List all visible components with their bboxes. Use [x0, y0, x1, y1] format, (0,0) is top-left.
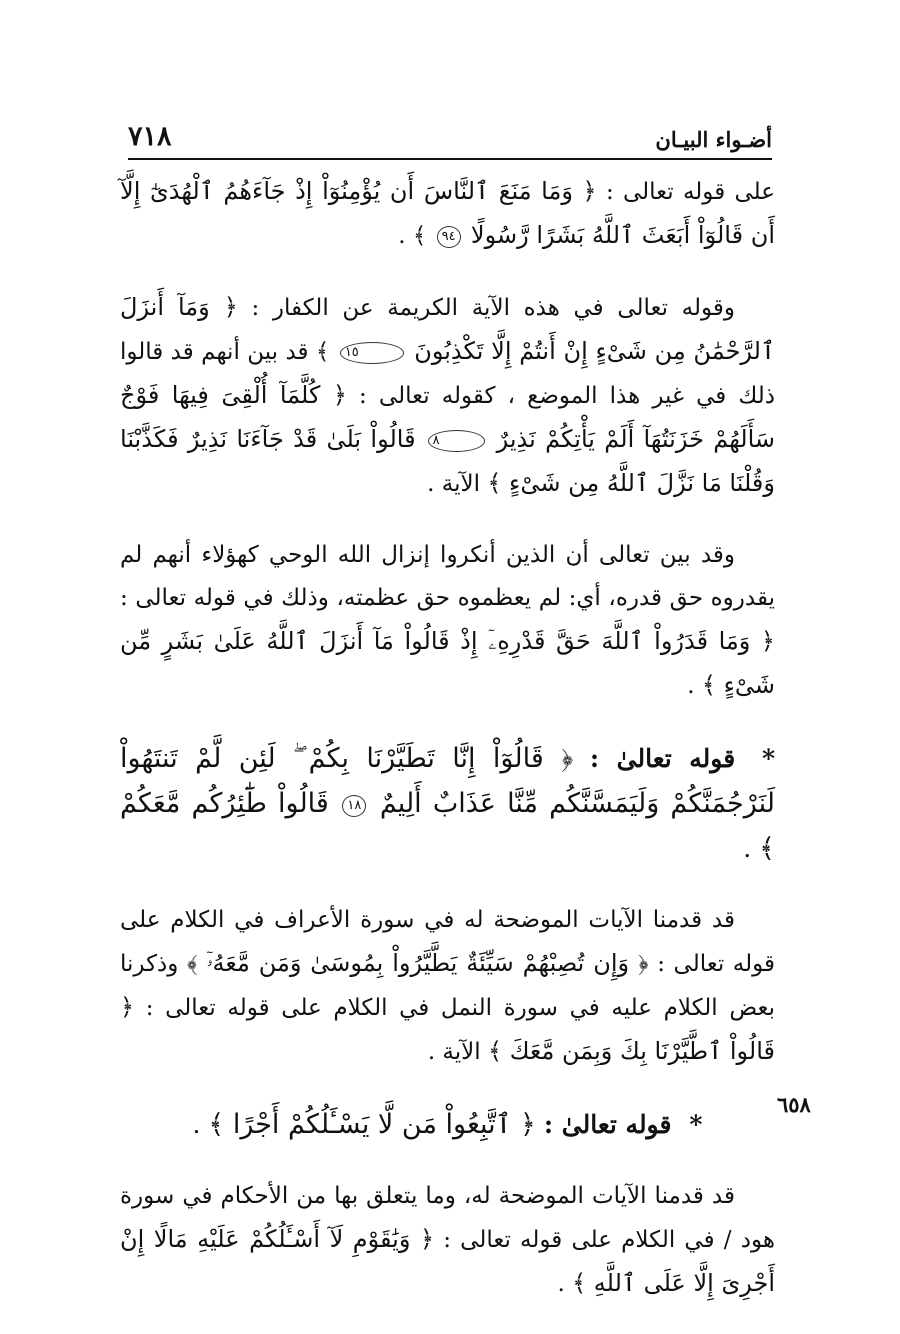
paragraph-4 — [120, 899, 775, 1074]
verse-number-marker: ٨ — [428, 430, 485, 452]
paragraph-1 — [120, 170, 775, 258]
heading-star: * — [761, 744, 776, 773]
quran-verse: ﴿ وَمَآ أَنزَلَ ٱلرَّحْمَٰنُ مِن شَىْءٍ إِنْ أَنتُمْ إِلَّا تَكْذِبُونَ — [120, 293, 776, 365]
verse-close: . — [192, 1110, 201, 1139]
quran-verse: ﴿ كُلَّمَآ أُلْقِىَ فِيهَا فَوْجٌ سَأَلَهُمْ خَزَنَتُهَآ أَلَمْ يَأْتِكُمْ نَذِيرٌ — [120, 381, 776, 453]
running-title: أضـواء البيـان — [655, 127, 772, 152]
paragraph-2 — [120, 286, 775, 506]
quran-verse: ﴿ وَمَا مَنَعَ ٱلنَّاسَ أَن يُؤْمِنُوٓاْ إِذْ جَآءَهُمُ ٱلْهُدَىٰٓ إِلَّآ أَن قَالُوٓاْ أَبَعَثَ ٱللَّهُ بَشَرًا رَّسُولًا — [120, 177, 775, 249]
heading-label: قوله تعالىٰ : — [543, 1110, 672, 1139]
verse-close: . — [557, 1271, 565, 1297]
paragraph-text: وذكرنا بعض الكلام عليه في سورة النمل في الكلام على قوله تعالى : — [120, 951, 775, 1021]
paragraph-text: وقد بين تعالى أن الذين أنكروا إنزال الله الوحي كهؤلاء أنهم لم يقدروه حق قدره، أي: لم يعظموه حق عظمته، وذلك في قوله تعالى : — [120, 542, 775, 611]
quran-verse: ﴿ قَالُوٓاْ إِنَّا تَطَيَّرْنَا بِكُمْ ۖ لَئِن لَّمْ تَنتَهُواْ لَنَرْجُمَنَّكُمْ وَلَيَمَسَّنَّكُم مِّنَّا عَذَابٌ أَلِيمٌ — [120, 743, 776, 819]
quran-verse: ﴿ ٱتَّبِعُواْ مَن لَّا يَسْـَٔلُكُمْ أَجْرًا ﴾ — [208, 1109, 536, 1140]
paragraph-5 — [120, 1175, 775, 1306]
paragraph-text: الآية . — [427, 1039, 481, 1065]
paragraph-text: قد قدمنا الآيات الموضحة له، وما يتعلق بها من الأحكام في سورة هود / في الكلام على قوله تعالى : — [120, 1183, 775, 1253]
page-body — [120, 170, 775, 1334]
section-heading-1 — [120, 736, 775, 871]
quran-verse: ﴿ وَيَٰقَوْمِ لَآ أَسْـَٔلُكُمْ عَلَيْهِ مَالًا إِنْ أَجْرِىَ إِلَّا عَلَى ٱللَّهِ ﴾ — [120, 1225, 775, 1297]
paragraph-text: قد قدمنا الآيات الموضحة له في سورة الأعراف في الكلام على قوله تعالى : — [120, 907, 776, 977]
heading-star: * — [689, 1110, 703, 1139]
paragraph-text: الآية . — [427, 471, 481, 497]
page-header — [128, 112, 772, 160]
paragraph-text: على قوله تعالى : — [605, 179, 775, 205]
section-heading-2 — [120, 1102, 775, 1147]
quran-verse: قَالُواْ بَلَىٰ قَدْ جَآءَنَا نَذِيرٌ فَكَذَّبْنَا وَقُلْنَا مَا نَزَّلَ ٱللَّهُ مِن شَىْءٍ ﴾ — [120, 425, 775, 497]
verse-close: ﴾ . — [398, 223, 427, 249]
heading-label: قوله تعالىٰ : — [589, 744, 736, 773]
quran-verse: قَالُواْ طَٰٓئِرُكُم مَّعَكُمْ ﴾ — [120, 788, 775, 864]
verse-number-marker: ١٥ — [340, 342, 404, 364]
original-page-margin-number: ٦٥٨ — [777, 1092, 811, 1117]
verse-close: . — [687, 673, 695, 699]
quran-verse: ﴿ قَالُواْ ٱطَّيَّرْنَا بِكَ وَبِمَن مَّعَكَ ﴾ — [120, 993, 775, 1065]
verse-number-marker: ١٨ — [342, 795, 366, 817]
paragraph-3 — [120, 534, 775, 708]
page-number: ٧١٨ — [128, 121, 172, 152]
verse-close: . — [743, 834, 752, 863]
quran-verse: ﴿ وَإِن تُصِبْهُمْ سَيِّئَةٌ يَطَّيَّرُواْ بِمُوسَىٰ وَمَن مَّعَهُۥٓ ﴾ — [186, 949, 649, 977]
verse-number-marker: ٩٤ — [437, 226, 461, 248]
paragraph-text: وقوله تعالى في هذه الآية الكريمة عن الكفار : — [251, 295, 735, 321]
quran-verse: ﴿ وَمَا قَدَرُواْ ٱللَّهَ حَقَّ قَدْرِهِۦٓ إِذْ قَالُواْ مَآ أَنزَلَ ٱللَّهُ عَلَىٰ بَشَرٍ مِّن شَىْءٍ ﴾ — [120, 627, 775, 699]
paragraph-text: ﴾ قد بين أنهم قد قالوا ذلك في غير هذا الموضع ، كقوله تعالى : — [120, 339, 776, 409]
